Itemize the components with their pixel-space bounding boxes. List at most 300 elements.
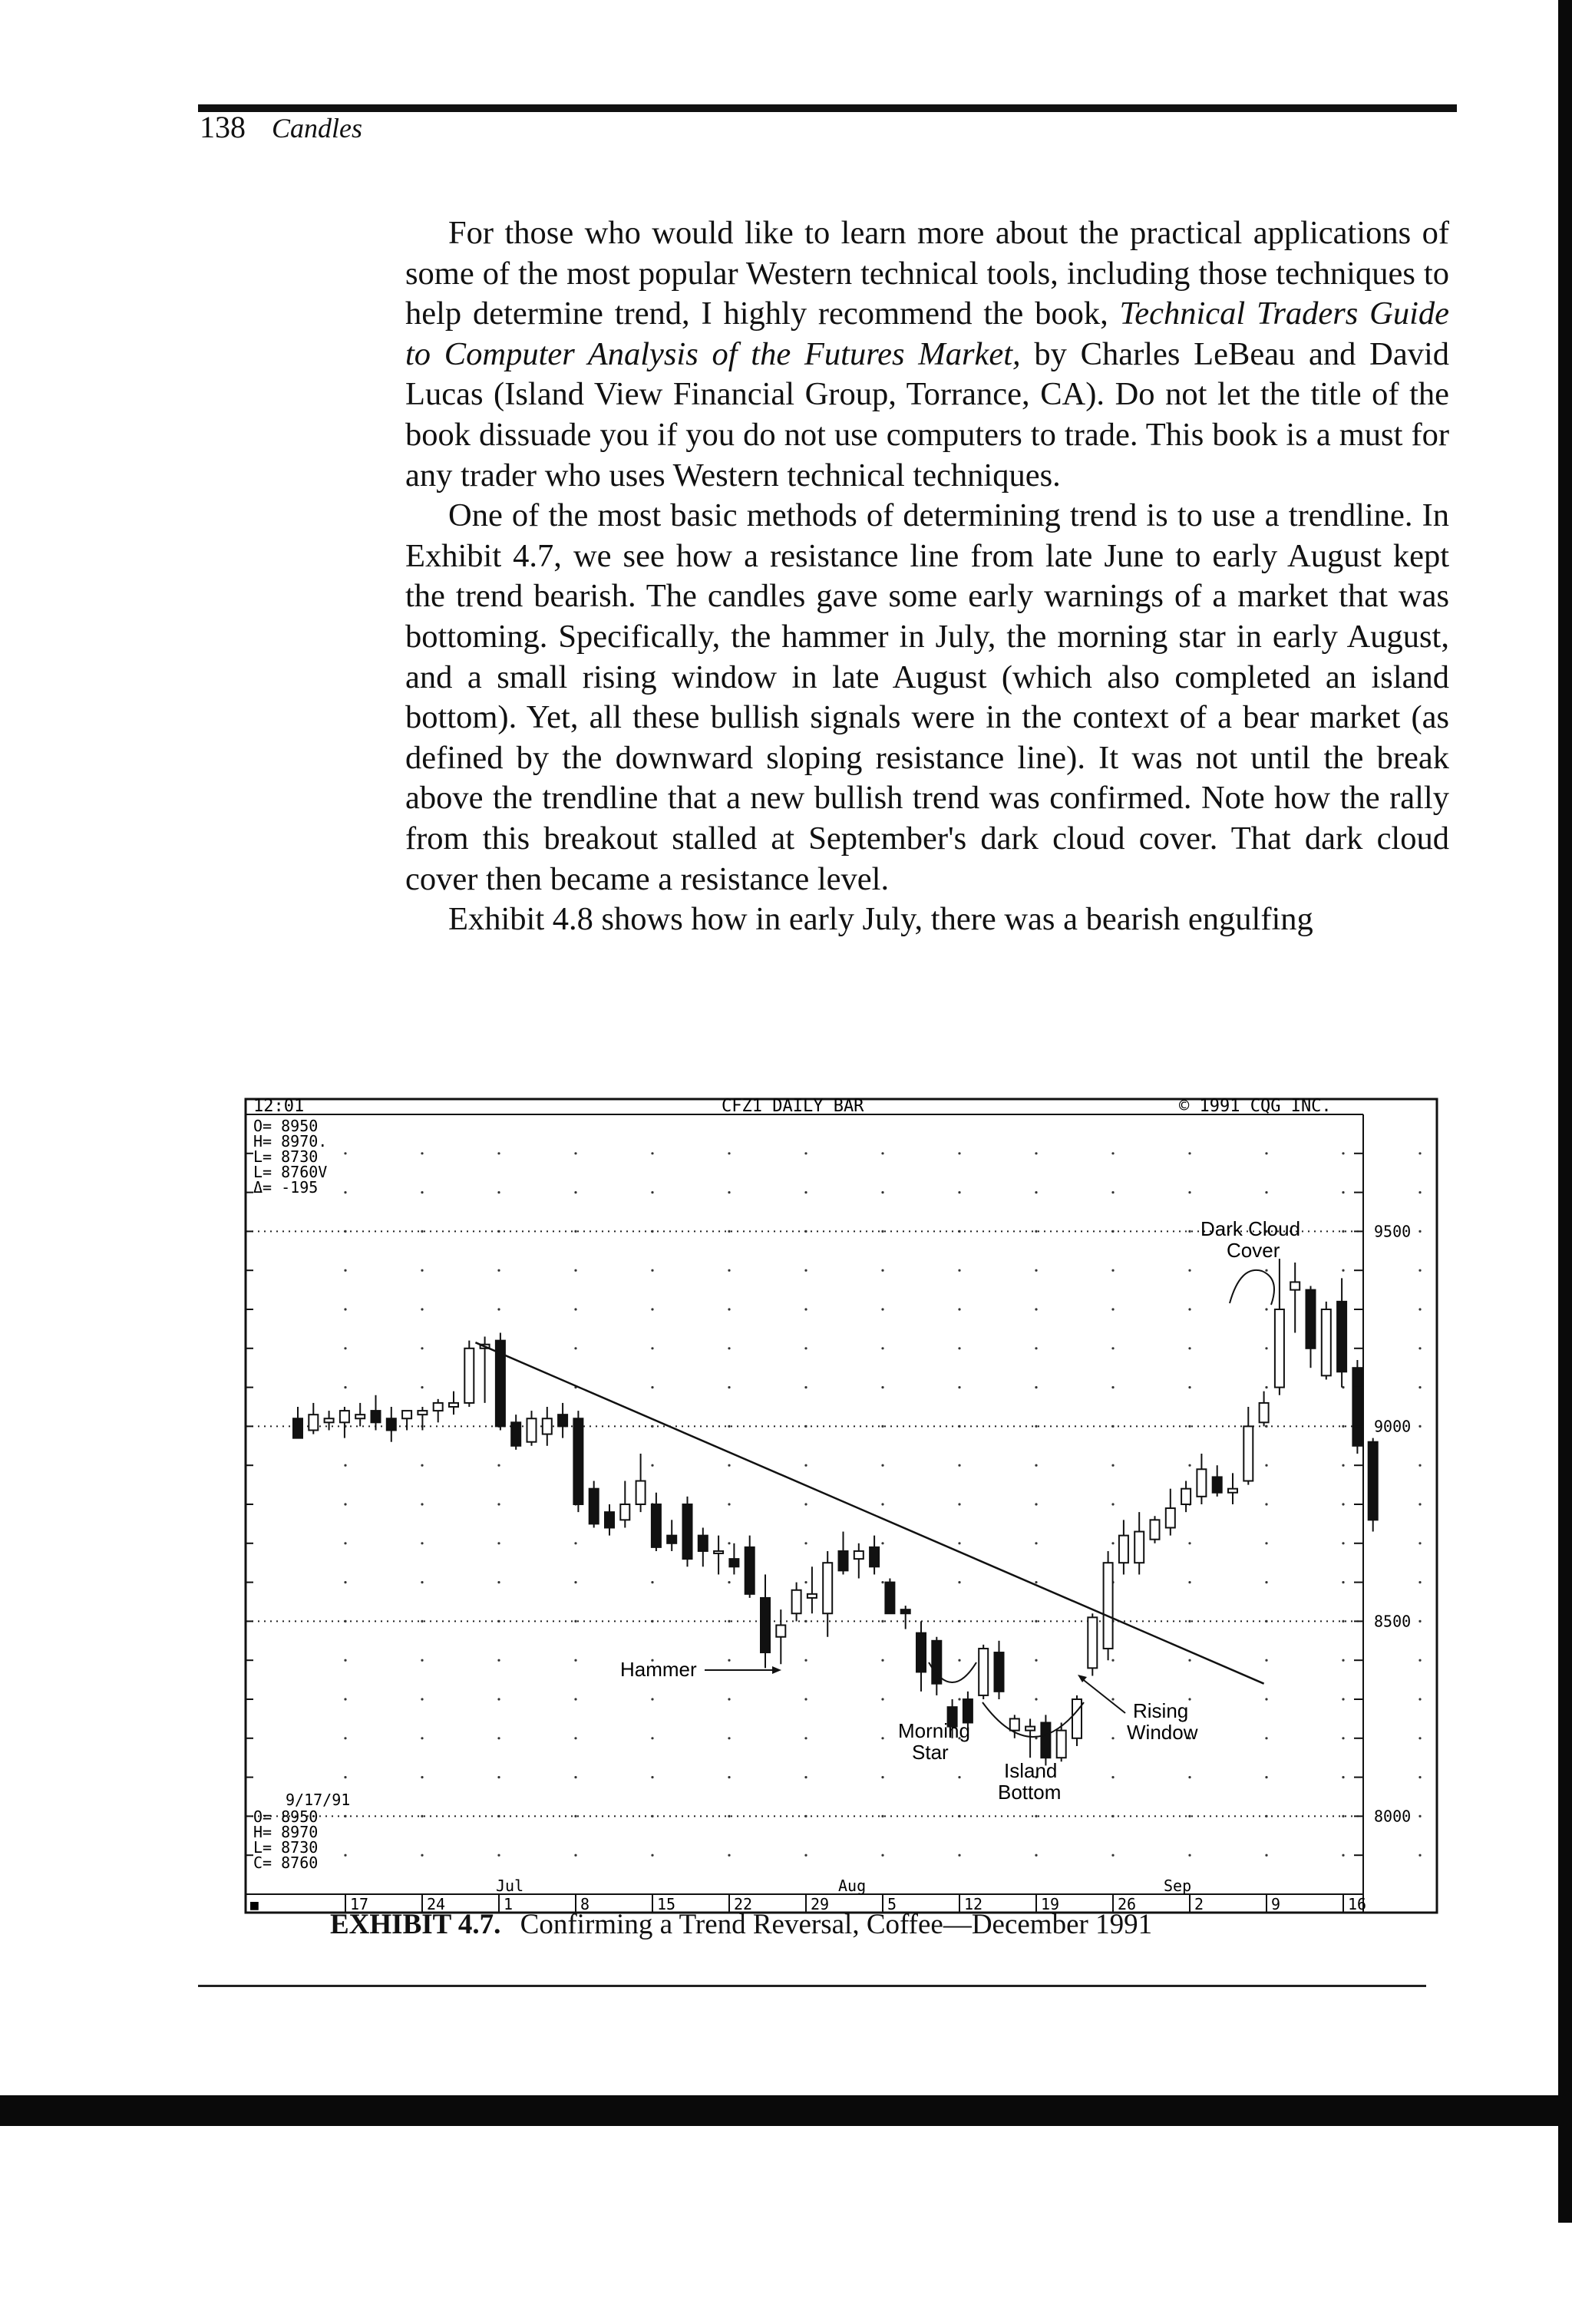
readout-line: H= 8970 bbox=[253, 1823, 319, 1841]
grid-dot bbox=[1342, 1737, 1344, 1739]
grid-dot bbox=[1265, 1503, 1267, 1505]
candle-body-black bbox=[590, 1489, 599, 1524]
grid-dot bbox=[728, 1776, 730, 1778]
grid-dot bbox=[1418, 1230, 1421, 1233]
grid-dot bbox=[421, 1191, 423, 1193]
candle bbox=[901, 1606, 910, 1629]
candle bbox=[387, 1407, 396, 1442]
grid-dot bbox=[1111, 1542, 1114, 1544]
dark-cloud-arc bbox=[1230, 1270, 1274, 1305]
grid-dot bbox=[1265, 1854, 1267, 1857]
grid-dot bbox=[1188, 1464, 1191, 1467]
island-bottom-label-2: Bottom bbox=[998, 1781, 1062, 1804]
candle-body-white bbox=[340, 1411, 349, 1422]
candle bbox=[496, 1332, 505, 1430]
grid-dot bbox=[881, 1620, 883, 1623]
candle bbox=[1151, 1516, 1160, 1543]
candle-body-white bbox=[543, 1418, 552, 1434]
annotations bbox=[620, 1217, 1300, 1804]
grid-dot bbox=[958, 1230, 960, 1233]
grid-dot bbox=[497, 1581, 500, 1583]
candle-body-white bbox=[1088, 1617, 1097, 1668]
grid-dot bbox=[1188, 1191, 1191, 1193]
candle bbox=[605, 1504, 614, 1536]
candle bbox=[620, 1481, 629, 1528]
candle bbox=[1088, 1613, 1097, 1675]
grid-dot bbox=[344, 1620, 346, 1623]
grid-dot bbox=[804, 1269, 807, 1272]
grid-dot bbox=[958, 1308, 960, 1310]
exhibit-chart bbox=[243, 1096, 1440, 2324]
grid-dot bbox=[958, 1620, 960, 1623]
candle-body-white bbox=[527, 1418, 537, 1441]
grid-dot bbox=[344, 1698, 346, 1700]
candle bbox=[979, 1645, 988, 1699]
grid-dot bbox=[421, 1815, 423, 1817]
grid-dot bbox=[881, 1308, 883, 1310]
grid-dot bbox=[1265, 1191, 1267, 1193]
grid-dot bbox=[421, 1503, 423, 1505]
candle-body-black bbox=[901, 1609, 910, 1613]
grid-dot bbox=[651, 1815, 653, 1817]
candle-body-white bbox=[620, 1504, 629, 1520]
bottom-edge-shadow bbox=[0, 2095, 1572, 2126]
grid-dot bbox=[344, 1854, 346, 1857]
candle-body-white bbox=[1197, 1469, 1206, 1497]
grid-dot bbox=[881, 1347, 883, 1349]
candle-body-black bbox=[745, 1547, 755, 1594]
grid-dot bbox=[728, 1854, 730, 1857]
grid-dot bbox=[497, 1659, 500, 1662]
exhibit-caption bbox=[330, 1908, 1152, 1941]
grid-dot bbox=[728, 1737, 730, 1739]
candle bbox=[527, 1411, 537, 1446]
readout-line: C= 8760 bbox=[253, 1854, 319, 1872]
candle-body-black bbox=[1369, 1442, 1378, 1520]
grid-dot bbox=[1111, 1191, 1114, 1193]
grid-dot bbox=[1342, 1152, 1344, 1154]
grid-dot bbox=[421, 1776, 423, 1778]
grid-dot bbox=[1111, 1815, 1114, 1817]
grid-dot bbox=[1111, 1464, 1114, 1467]
grid-dot bbox=[1188, 1347, 1191, 1349]
x-tick-label: 24 bbox=[427, 1895, 446, 1913]
month-label: Aug bbox=[838, 1877, 867, 1895]
grid-dot bbox=[1111, 1503, 1114, 1505]
candle bbox=[1166, 1489, 1175, 1536]
candlestick-chart bbox=[243, 1096, 1440, 1925]
grid-dot bbox=[651, 1152, 653, 1154]
paragraph bbox=[405, 900, 1449, 940]
candle bbox=[325, 1411, 334, 1430]
grid-dot bbox=[728, 1815, 730, 1817]
grid-dot bbox=[881, 1854, 883, 1857]
grid-dot bbox=[1035, 1269, 1037, 1272]
readout-line: H= 8970. bbox=[253, 1132, 328, 1150]
y-tick-label: 8000 bbox=[1374, 1807, 1412, 1826]
grid-dot bbox=[574, 1347, 576, 1349]
x-tick-label: 5 bbox=[887, 1895, 897, 1913]
candle-body-white bbox=[792, 1590, 801, 1613]
grid-dot bbox=[1111, 1659, 1114, 1662]
x-tick-label: 15 bbox=[657, 1895, 676, 1913]
x-tick-label: 1 bbox=[504, 1895, 514, 1913]
grid-dot bbox=[728, 1581, 730, 1583]
candle bbox=[870, 1536, 879, 1575]
grid-dot bbox=[497, 1854, 500, 1857]
grid-dot bbox=[728, 1230, 730, 1233]
grid-dot bbox=[1188, 1620, 1191, 1623]
grid-dot bbox=[344, 1737, 346, 1739]
x-tick-label: 16 bbox=[1348, 1895, 1367, 1913]
grid-dot bbox=[1265, 1737, 1267, 1739]
grid-dot bbox=[497, 1269, 500, 1272]
readout-line: O= 8950 bbox=[253, 1807, 319, 1826]
candle bbox=[761, 1574, 770, 1668]
caption-text: Confirming a Trend Reversal, Coffee—December 1991 bbox=[520, 1909, 1153, 1940]
grid-dot bbox=[1035, 1581, 1037, 1583]
candle bbox=[590, 1481, 599, 1528]
candle bbox=[1072, 1695, 1082, 1746]
grid-dot bbox=[1418, 1542, 1421, 1544]
candle bbox=[558, 1403, 567, 1438]
candle-body-white bbox=[309, 1415, 318, 1430]
grid-dot bbox=[1265, 1659, 1267, 1662]
grid-dot bbox=[881, 1503, 883, 1505]
grid-dot bbox=[1418, 1386, 1421, 1388]
bottom-rule bbox=[198, 1985, 1426, 1987]
grid-dot bbox=[728, 1464, 730, 1467]
running-head: Candles bbox=[272, 113, 363, 144]
candle-body-white bbox=[807, 1594, 817, 1598]
grid-dot bbox=[1188, 1815, 1191, 1817]
candle bbox=[807, 1566, 817, 1613]
x-tick-label: 17 bbox=[350, 1895, 369, 1913]
candle bbox=[402, 1411, 411, 1430]
candle-body-black bbox=[683, 1504, 692, 1559]
candle-body-black bbox=[870, 1547, 879, 1566]
candle bbox=[854, 1543, 864, 1579]
candle bbox=[434, 1399, 443, 1422]
grid-dot bbox=[421, 1581, 423, 1583]
candle bbox=[340, 1407, 349, 1438]
grid-dot bbox=[1188, 1230, 1191, 1233]
candle bbox=[1119, 1520, 1128, 1574]
grid-dot bbox=[497, 1230, 500, 1233]
grid-dot bbox=[1035, 1191, 1037, 1193]
candle-body-white bbox=[1072, 1699, 1082, 1738]
candle bbox=[1134, 1512, 1144, 1574]
grid-dot bbox=[1265, 1581, 1267, 1583]
grid-dot bbox=[881, 1386, 883, 1388]
grid-dot bbox=[881, 1191, 883, 1193]
rising-window-label-2: Window bbox=[1127, 1721, 1198, 1744]
grid-dot bbox=[574, 1542, 576, 1544]
paragraph bbox=[405, 496, 1449, 900]
grid-dot bbox=[1418, 1503, 1421, 1505]
grid-dot bbox=[958, 1425, 960, 1428]
candle bbox=[372, 1395, 381, 1431]
grid-dot bbox=[344, 1386, 346, 1388]
grid-dot bbox=[881, 1659, 883, 1662]
grid-dot bbox=[728, 1698, 730, 1700]
grid-dot bbox=[1342, 1620, 1344, 1623]
candle-body-white bbox=[1104, 1563, 1113, 1649]
grid-dot bbox=[1342, 1854, 1344, 1857]
grid-dot bbox=[574, 1776, 576, 1778]
x-tick-label: 8 bbox=[580, 1895, 590, 1913]
page-header bbox=[200, 109, 362, 145]
grid-dot bbox=[881, 1737, 883, 1739]
grid-dot bbox=[958, 1542, 960, 1544]
candle-body-white bbox=[1228, 1489, 1237, 1493]
grid-dot bbox=[804, 1347, 807, 1349]
candle-body-white bbox=[1057, 1731, 1066, 1758]
grid-dot bbox=[651, 1230, 653, 1233]
paragraph bbox=[405, 213, 1449, 496]
top-readout bbox=[253, 1117, 327, 1197]
grid-dot bbox=[804, 1152, 807, 1154]
candle-body-white bbox=[1151, 1520, 1160, 1539]
candle-body-black bbox=[1306, 1290, 1316, 1349]
candle-body-black bbox=[605, 1512, 614, 1527]
grid-dot bbox=[1188, 1269, 1191, 1272]
candle-body-black bbox=[916, 1633, 926, 1672]
candle-body-white bbox=[325, 1418, 334, 1422]
grid-dot bbox=[1265, 1425, 1267, 1428]
grid-dot bbox=[344, 1815, 346, 1817]
candle bbox=[1290, 1263, 1300, 1332]
grid-dot bbox=[1111, 1269, 1114, 1272]
grid-dot bbox=[804, 1542, 807, 1544]
grid-dot bbox=[344, 1503, 346, 1505]
grid-dot bbox=[1188, 1698, 1191, 1700]
grid-dot bbox=[1342, 1815, 1344, 1817]
grid-dot bbox=[1342, 1191, 1344, 1193]
grid-dot bbox=[1418, 1269, 1421, 1272]
grid-dot bbox=[728, 1425, 730, 1428]
candle bbox=[729, 1543, 738, 1575]
grid-dot bbox=[804, 1620, 807, 1623]
grid-dot bbox=[497, 1776, 500, 1778]
page-edge-shadow bbox=[1558, 0, 1572, 2223]
candle bbox=[543, 1407, 552, 1446]
grid-dot bbox=[1418, 1815, 1421, 1817]
candle-body-white bbox=[1243, 1426, 1253, 1481]
candle-body-white bbox=[854, 1551, 864, 1559]
top-rule bbox=[198, 104, 1457, 112]
grid-dot bbox=[497, 1191, 500, 1193]
grid-dot bbox=[497, 1503, 500, 1505]
grid-dot bbox=[1111, 1737, 1114, 1739]
grid-dot bbox=[728, 1542, 730, 1544]
grid-dot bbox=[1035, 1659, 1037, 1662]
bottom-readout bbox=[253, 1791, 350, 1872]
grid-dot bbox=[958, 1152, 960, 1154]
grid-dot bbox=[958, 1386, 960, 1388]
readout-line: O= 8950 bbox=[253, 1117, 319, 1135]
grid-dot bbox=[651, 1386, 653, 1388]
grid-dot bbox=[1188, 1659, 1191, 1662]
candle bbox=[995, 1641, 1004, 1699]
chart-time-label: 12:01 bbox=[253, 1097, 305, 1116]
grid-dot bbox=[804, 1191, 807, 1193]
grid-dot bbox=[881, 1698, 883, 1700]
candle bbox=[1181, 1481, 1191, 1513]
candle-body-white bbox=[402, 1411, 411, 1418]
grid-dot bbox=[574, 1737, 576, 1739]
grid-dot bbox=[1418, 1854, 1421, 1857]
candle bbox=[418, 1407, 427, 1430]
candle-body-black bbox=[698, 1536, 708, 1551]
candle bbox=[1337, 1278, 1346, 1387]
grid-dot bbox=[1342, 1269, 1344, 1272]
grid-dot bbox=[1188, 1542, 1191, 1544]
grid-dot bbox=[497, 1698, 500, 1700]
grid-dot bbox=[1418, 1737, 1421, 1739]
grid-dot bbox=[1035, 1815, 1037, 1817]
candle-body-black bbox=[1352, 1368, 1362, 1446]
grid-dot bbox=[804, 1737, 807, 1739]
readout-line: L= 8760V bbox=[253, 1163, 328, 1181]
grid-dot bbox=[1111, 1308, 1114, 1310]
candle bbox=[683, 1497, 692, 1566]
grid-dot bbox=[421, 1269, 423, 1272]
x-tick-label: 19 bbox=[1041, 1895, 1060, 1913]
candle-body-white bbox=[636, 1481, 646, 1504]
grid-dot bbox=[1418, 1659, 1421, 1662]
grid-dot bbox=[421, 1737, 423, 1739]
grid-dot bbox=[1111, 1152, 1114, 1154]
rising-window-arrow-line bbox=[1081, 1678, 1125, 1713]
grid-dot bbox=[1265, 1542, 1267, 1544]
grid-dot bbox=[1342, 1464, 1344, 1467]
candle bbox=[1275, 1259, 1284, 1395]
candle bbox=[839, 1532, 848, 1575]
grid-dot bbox=[497, 1308, 500, 1310]
grid-dot bbox=[728, 1347, 730, 1349]
grid-dot bbox=[574, 1230, 576, 1233]
grid-dot bbox=[1418, 1347, 1421, 1349]
grid-dot bbox=[574, 1854, 576, 1857]
grid-dot bbox=[728, 1269, 730, 1272]
grid-dot bbox=[651, 1308, 653, 1310]
grid-dot bbox=[881, 1542, 883, 1544]
book-title: Technical Traders Guide to Computer Analysis of the Futures Market, bbox=[405, 295, 1449, 372]
grid-dot bbox=[1342, 1542, 1344, 1544]
grid-dot bbox=[804, 1464, 807, 1467]
candle-body-white bbox=[418, 1411, 427, 1415]
grid-dot bbox=[1265, 1386, 1267, 1388]
grid-dot bbox=[1188, 1386, 1191, 1388]
body-text bbox=[405, 213, 1449, 940]
grid-dot bbox=[958, 1698, 960, 1700]
grid-dot bbox=[344, 1581, 346, 1583]
candle-body-white bbox=[1275, 1309, 1284, 1388]
y-tick-label: 8500 bbox=[1374, 1612, 1412, 1631]
candle-body-black bbox=[839, 1551, 848, 1570]
candle-body-white bbox=[464, 1349, 474, 1403]
page-number: 138 bbox=[200, 110, 246, 144]
grid-dot bbox=[804, 1230, 807, 1233]
grid-dot bbox=[651, 1347, 653, 1349]
readout-date: 9/17/91 bbox=[286, 1791, 351, 1809]
island-bottom-label-1: Island bbox=[1004, 1759, 1058, 1782]
grid-dot bbox=[1035, 1854, 1037, 1857]
grid-dot bbox=[958, 1347, 960, 1349]
candle-body-white bbox=[979, 1649, 988, 1695]
x-tick-label: 2 bbox=[1194, 1895, 1204, 1913]
grid-dot bbox=[881, 1230, 883, 1233]
candle-body-white bbox=[1010, 1718, 1019, 1730]
candle bbox=[667, 1520, 676, 1551]
grid-dot bbox=[421, 1230, 423, 1233]
candle bbox=[511, 1415, 520, 1450]
grid-dot bbox=[1265, 1620, 1267, 1623]
x-tick-label: 29 bbox=[811, 1895, 830, 1913]
grid-dot bbox=[1265, 1347, 1267, 1349]
grid-dot bbox=[804, 1854, 807, 1857]
grid-dot bbox=[1342, 1698, 1344, 1700]
grid-dot bbox=[1035, 1503, 1037, 1505]
grid-dot bbox=[958, 1776, 960, 1778]
grid-dot bbox=[1111, 1230, 1114, 1233]
grid-dot bbox=[958, 1815, 960, 1817]
candle-body-white bbox=[1119, 1536, 1128, 1563]
grid-dot bbox=[1188, 1776, 1191, 1778]
grid-dot bbox=[728, 1308, 730, 1310]
grid-dot bbox=[421, 1347, 423, 1349]
candle bbox=[885, 1579, 894, 1614]
candle-body-black bbox=[1213, 1477, 1222, 1492]
candle-body-black bbox=[293, 1418, 302, 1438]
chart-copyright: © 1991 CQG INC. bbox=[1179, 1097, 1332, 1116]
grid-dot bbox=[344, 1542, 346, 1544]
candle-body-white bbox=[1322, 1309, 1331, 1375]
grid-dot bbox=[1418, 1191, 1421, 1193]
grid-dot bbox=[1418, 1698, 1421, 1700]
grid-dot bbox=[651, 1269, 653, 1272]
candle bbox=[1322, 1302, 1331, 1380]
grid-dot bbox=[1418, 1581, 1421, 1583]
grid-dot bbox=[574, 1620, 576, 1623]
grid-dot bbox=[1265, 1815, 1267, 1817]
grid-dot bbox=[1265, 1698, 1267, 1700]
grid-dot bbox=[497, 1737, 500, 1739]
grid-dot bbox=[881, 1425, 883, 1428]
candle bbox=[1025, 1718, 1035, 1758]
candle bbox=[636, 1454, 646, 1512]
grid-dot bbox=[1418, 1425, 1421, 1428]
dark-cloud-label-1: Dark Cloud bbox=[1200, 1217, 1301, 1240]
paragraph-text: Exhibit 4.8 shows how in early July, there was a bearish engulfing bbox=[448, 901, 1313, 938]
x-tick-label: 22 bbox=[734, 1895, 753, 1913]
grid-dot bbox=[1111, 1698, 1114, 1700]
grid-dot bbox=[804, 1776, 807, 1778]
grid-dot bbox=[574, 1815, 576, 1817]
candle bbox=[1260, 1391, 1269, 1427]
grid-dot bbox=[421, 1854, 423, 1857]
grid-dot bbox=[728, 1620, 730, 1623]
grid-dot bbox=[804, 1386, 807, 1388]
candle bbox=[1243, 1407, 1253, 1485]
grid-dot bbox=[1342, 1425, 1344, 1428]
grid-dot bbox=[1035, 1464, 1037, 1467]
grid-dot bbox=[344, 1464, 346, 1467]
grid-dot bbox=[1418, 1464, 1421, 1467]
grid-dot bbox=[421, 1308, 423, 1310]
candle bbox=[714, 1536, 723, 1575]
